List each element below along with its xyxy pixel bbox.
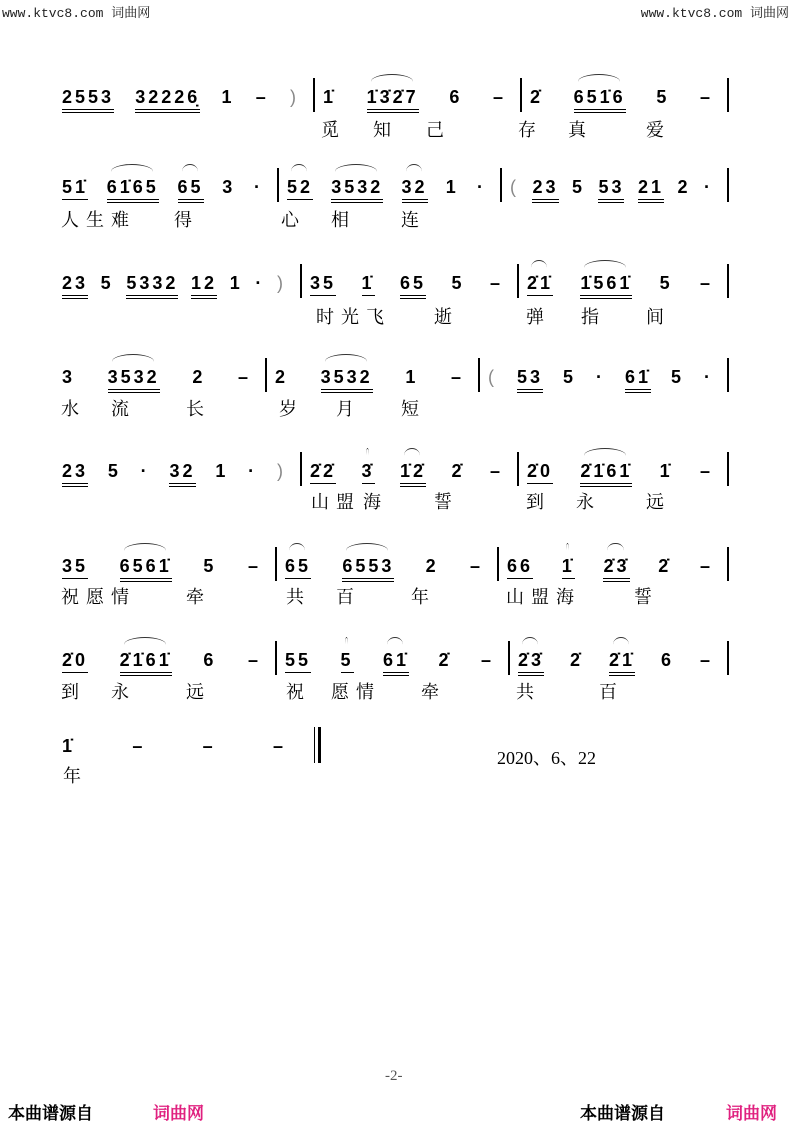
dash-extension: – bbox=[699, 461, 713, 481]
dash-extension: – bbox=[450, 367, 464, 387]
lyric-syllable: 月 bbox=[336, 399, 354, 420]
note-group: 5 bbox=[659, 273, 673, 293]
lyric-syllable: 相 bbox=[331, 210, 349, 231]
note-group: 651̇6 bbox=[574, 86, 626, 113]
lyric-syllable: 连 bbox=[401, 210, 419, 231]
bar-line bbox=[313, 78, 315, 112]
lyric-syllable: 海 bbox=[556, 587, 574, 608]
lyric-syllable: 爱 bbox=[646, 120, 664, 141]
lyric-syllable: 远 bbox=[186, 682, 204, 703]
note-group: 5 bbox=[571, 177, 585, 197]
note-group: 61̇ bbox=[625, 366, 651, 393]
measure bbox=[62, 176, 277, 206]
measure bbox=[323, 86, 520, 116]
note-group: 5 bbox=[671, 367, 685, 387]
lyric-syllable: 山 bbox=[311, 492, 329, 513]
note-group: 35 bbox=[62, 555, 88, 579]
dash-extension: – bbox=[492, 87, 506, 107]
note-group: 2̇0 bbox=[62, 649, 88, 673]
measure bbox=[285, 555, 497, 585]
bar-line bbox=[727, 452, 729, 486]
measure bbox=[518, 649, 727, 679]
note-group: 1̇ bbox=[362, 272, 375, 296]
lyric-syllable: 百 bbox=[336, 587, 354, 608]
note-group: 65 bbox=[285, 555, 311, 579]
lyric-syllable: 时 bbox=[316, 307, 334, 328]
dash-extension: – bbox=[699, 273, 713, 293]
measure bbox=[62, 86, 313, 116]
note-group: 1̇3̇2̇7 bbox=[367, 86, 419, 113]
repeat-parenthesis: ( bbox=[510, 177, 519, 197]
note-group: 5 bbox=[656, 87, 670, 107]
note-group: 5 bbox=[451, 273, 465, 293]
measure bbox=[62, 272, 300, 302]
bar-line bbox=[497, 547, 499, 581]
note-group: 6 bbox=[203, 650, 217, 670]
bar-line bbox=[727, 358, 729, 392]
note-group: 2̇ bbox=[530, 87, 544, 107]
score-row bbox=[0, 649, 793, 679]
measure bbox=[62, 460, 300, 490]
note-group: · bbox=[140, 461, 150, 481]
dash-extension: – bbox=[202, 736, 216, 756]
note-group: 1̇2̇ bbox=[400, 460, 426, 487]
note-group: 5 bbox=[563, 367, 577, 387]
bar-line bbox=[520, 78, 522, 112]
note-group: 61̇ bbox=[383, 649, 409, 676]
dash-extension: – bbox=[255, 87, 269, 107]
lyric-syllable: 共 bbox=[286, 587, 304, 608]
note-group: 32 bbox=[169, 460, 195, 487]
note-group: 3 bbox=[222, 177, 236, 197]
note-group: 2̇2̇ bbox=[310, 460, 336, 484]
lyric-syllable: 共 bbox=[516, 682, 534, 703]
lyric-syllable: 岁 bbox=[279, 399, 297, 420]
lyric-syllable: 难 bbox=[111, 210, 129, 231]
lyric-syllable: 远 bbox=[646, 492, 664, 513]
score-row bbox=[0, 555, 793, 585]
lyric-syllable: 情 bbox=[356, 682, 374, 703]
note-group: 5 bbox=[203, 556, 217, 576]
bar-line bbox=[300, 452, 302, 486]
note-group: 1 bbox=[221, 87, 235, 107]
repeat-parenthesis: ) bbox=[276, 461, 286, 481]
note-group: 2̇ bbox=[451, 461, 465, 481]
lyric-syllable: 山 bbox=[506, 587, 524, 608]
note-group: 2 bbox=[275, 367, 289, 387]
lyric-syllable: 年 bbox=[63, 766, 81, 787]
lyric-syllable: 逝 bbox=[434, 307, 452, 328]
note-group: 65 bbox=[178, 176, 204, 203]
bar-line bbox=[727, 547, 729, 581]
repeat-parenthesis: ) bbox=[276, 273, 286, 293]
note-group: · bbox=[254, 177, 263, 197]
bar-line bbox=[478, 358, 480, 392]
page-number: -2- bbox=[385, 1068, 403, 1084]
dash-extension: – bbox=[247, 556, 261, 576]
lyric-syllable: 长 bbox=[186, 399, 204, 420]
note-group: 1 bbox=[215, 461, 229, 481]
dash-extension: – bbox=[469, 556, 483, 576]
note-group: 5 bbox=[107, 461, 121, 481]
bar-line bbox=[508, 641, 510, 675]
note-group: 65 bbox=[400, 272, 426, 299]
note-group: 3532 bbox=[321, 366, 373, 393]
lyric-syllable: 誓 bbox=[434, 492, 452, 513]
measure bbox=[62, 366, 265, 396]
lyric-syllable: 誓 bbox=[634, 587, 652, 608]
note-group: 32 bbox=[402, 176, 428, 203]
note-group: · bbox=[477, 177, 486, 197]
lyric-syllable: 牵 bbox=[421, 682, 439, 703]
bar-line bbox=[727, 168, 729, 202]
lyric-syllable: 年 bbox=[411, 587, 429, 608]
note-group: 3532 bbox=[331, 176, 383, 203]
measure bbox=[530, 86, 727, 116]
lyric-syllable: 愿 bbox=[331, 682, 349, 703]
note-group: 12 bbox=[191, 272, 217, 299]
measure bbox=[527, 460, 727, 490]
measure bbox=[510, 176, 727, 206]
bar-line bbox=[275, 641, 277, 675]
score-row bbox=[0, 366, 793, 396]
bar-line bbox=[277, 168, 279, 202]
bar-line bbox=[517, 264, 519, 298]
bar-line bbox=[265, 358, 267, 392]
footer-site-link-right[interactable]: 词曲网 bbox=[726, 1104, 777, 1123]
lyric-syllable: 海 bbox=[363, 492, 381, 513]
lyric-syllable: 光 bbox=[341, 307, 359, 328]
note-group: · bbox=[703, 177, 713, 197]
note-group: 2̇ bbox=[570, 650, 584, 670]
note-group: 32226̣ bbox=[135, 86, 200, 113]
note-group: 2̇3̇ bbox=[518, 649, 544, 676]
note-group: 1 bbox=[405, 367, 419, 387]
note-group: 52 bbox=[287, 176, 313, 200]
note-group: 6 bbox=[449, 87, 463, 107]
bar-line bbox=[727, 641, 729, 675]
note-group: 3532 bbox=[108, 366, 160, 393]
bar-line bbox=[727, 264, 729, 298]
note-group: 23 bbox=[62, 460, 88, 487]
note-group: 2̇1̇ bbox=[609, 649, 635, 676]
bar-line bbox=[500, 168, 502, 202]
note-group: 3̇ bbox=[362, 460, 375, 484]
lyric-syllable: 弹 bbox=[526, 307, 544, 328]
note-group: 66 bbox=[507, 555, 533, 579]
note-group: 1̇ bbox=[323, 87, 337, 107]
lyric-syllable: 飞 bbox=[366, 307, 384, 328]
dash-extension: – bbox=[489, 461, 503, 481]
header-right-watermark: www.ktvc8.com 词曲网 bbox=[640, 6, 789, 21]
header-left-watermark: www.ktvc8.com 词曲网 bbox=[2, 6, 151, 21]
note-group: 2 bbox=[677, 177, 691, 197]
lyric-syllable: 存 bbox=[518, 120, 536, 141]
score-row bbox=[0, 460, 793, 490]
lyric-syllable: 愿 bbox=[86, 587, 104, 608]
note-group: 3 bbox=[62, 367, 76, 387]
lyric-syllable: 祝 bbox=[286, 682, 304, 703]
dash-extension: – bbox=[699, 650, 713, 670]
note-group: 2553 bbox=[62, 86, 114, 113]
lyric-syllable: 觅 bbox=[321, 120, 339, 141]
note-group: 1̇ bbox=[62, 736, 76, 756]
dash-extension: – bbox=[699, 556, 713, 576]
lyric-syllable: 盟 bbox=[336, 492, 354, 513]
measure bbox=[287, 176, 500, 206]
note-group: 6 bbox=[660, 650, 674, 670]
note-group: · bbox=[596, 367, 605, 387]
measure bbox=[310, 272, 517, 302]
note-group: 5 bbox=[341, 649, 354, 673]
note-group: 5 bbox=[100, 273, 114, 293]
repeat-parenthesis: ) bbox=[289, 87, 299, 107]
lyric-syllable: 水 bbox=[61, 399, 79, 420]
lyric-syllable: 己 bbox=[426, 120, 444, 141]
lyric-syllable: 百 bbox=[599, 682, 617, 703]
lyric-syllable: 牵 bbox=[186, 587, 204, 608]
dash-extension: – bbox=[699, 87, 713, 107]
note-group: 1 bbox=[445, 177, 459, 197]
score-row bbox=[0, 272, 793, 302]
dash-extension: – bbox=[237, 367, 251, 387]
note-group: 1 bbox=[229, 273, 243, 293]
dash-extension: – bbox=[480, 650, 494, 670]
score-row bbox=[0, 86, 793, 116]
score-row bbox=[0, 176, 793, 206]
note-group: 1̇ bbox=[562, 555, 575, 579]
measure bbox=[275, 366, 478, 396]
lyric-syllable: 指 bbox=[581, 307, 599, 328]
note-group: 5332 bbox=[126, 272, 178, 299]
bar-line bbox=[517, 452, 519, 486]
footer-source-label-right: 本曲谱源自 bbox=[580, 1104, 665, 1123]
measure bbox=[527, 272, 727, 302]
lyric-syllable: 间 bbox=[646, 307, 664, 328]
note-group: 23 bbox=[532, 176, 558, 203]
note-group: 2 bbox=[192, 367, 206, 387]
note-group: 23 bbox=[62, 272, 88, 299]
dash-extension: – bbox=[489, 273, 503, 293]
note-group: 6561̇ bbox=[120, 555, 172, 582]
score-row bbox=[0, 735, 793, 765]
dash-extension: – bbox=[247, 650, 261, 670]
lyric-syllable: 生 bbox=[86, 210, 104, 231]
note-group: 2̇3̇ bbox=[603, 555, 629, 582]
bar-line bbox=[300, 264, 302, 298]
note-group: 2̇1̇61̇ bbox=[580, 460, 632, 487]
footer-site-link-left[interactable]: 词曲网 bbox=[153, 1104, 204, 1123]
note-group: 1̇561̇ bbox=[580, 272, 632, 299]
bar-line bbox=[727, 78, 729, 112]
measure bbox=[488, 366, 727, 396]
measure bbox=[62, 555, 275, 585]
composition-date: 2020、6、22 bbox=[497, 748, 596, 768]
note-group: 55 bbox=[285, 649, 311, 673]
lyric-syllable: 到 bbox=[526, 492, 544, 513]
lyric-syllable: 得 bbox=[174, 210, 192, 231]
note-group: 53 bbox=[517, 366, 543, 393]
note-group: 2̇1̇ bbox=[527, 272, 553, 296]
note-group: 21 bbox=[638, 176, 664, 203]
note-group: 2̇1̇61̇ bbox=[120, 649, 172, 676]
lyric-syllable: 人 bbox=[61, 210, 79, 231]
note-group: · bbox=[255, 273, 265, 293]
lyric-syllable: 真 bbox=[568, 120, 586, 141]
measure bbox=[62, 649, 275, 679]
measure bbox=[285, 649, 508, 679]
lyric-syllable: 心 bbox=[281, 210, 299, 231]
note-group: 51̇ bbox=[62, 176, 88, 200]
dash-extension: – bbox=[272, 736, 286, 756]
measure bbox=[310, 460, 517, 490]
note-group: 2̇ bbox=[658, 556, 672, 576]
note-group: 6553 bbox=[342, 555, 394, 582]
footer-source-label-left: 本曲谱源自 bbox=[8, 1104, 93, 1123]
note-group: 2 bbox=[425, 556, 439, 576]
note-group: 2̇0 bbox=[527, 460, 553, 484]
repeat-parenthesis: ( bbox=[488, 367, 497, 387]
bar-line bbox=[275, 547, 277, 581]
final-double-bar-line bbox=[314, 727, 321, 763]
lyric-syllable: 知 bbox=[373, 120, 391, 141]
note-group: 2̇ bbox=[438, 650, 452, 670]
dash-extension: – bbox=[132, 736, 146, 756]
note-group: 35 bbox=[310, 272, 336, 296]
lyric-syllable: 永 bbox=[111, 682, 129, 703]
note-group: 1̇ bbox=[659, 461, 673, 481]
lyric-syllable: 祝 bbox=[61, 587, 79, 608]
measure bbox=[62, 735, 300, 765]
lyric-syllable: 情 bbox=[111, 587, 129, 608]
lyric-syllable: 短 bbox=[401, 399, 419, 420]
note-group: 53 bbox=[598, 176, 624, 203]
lyric-syllable: 永 bbox=[576, 492, 594, 513]
lyric-syllable: 流 bbox=[111, 399, 129, 420]
lyric-syllable: 盟 bbox=[531, 587, 549, 608]
note-group: · bbox=[248, 461, 258, 481]
note-group: 61̇65 bbox=[107, 176, 159, 203]
measure bbox=[507, 555, 727, 585]
lyric-syllable: 到 bbox=[61, 682, 79, 703]
note-group: · bbox=[704, 367, 713, 387]
